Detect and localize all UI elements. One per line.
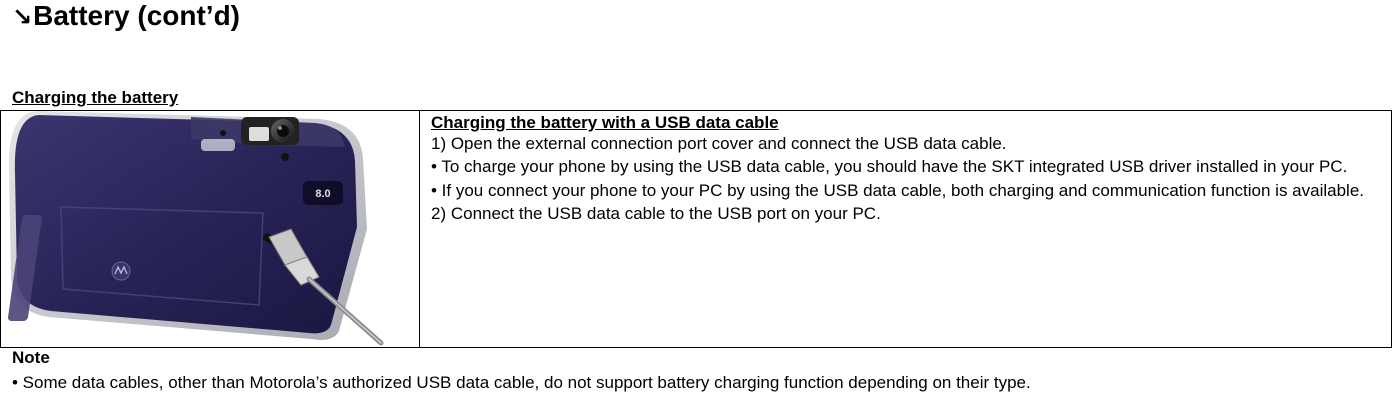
note-text: • Some data cables, other than Motorola’s authorized USB data cable, do not support battery charging function depending on their type. bbox=[12, 373, 1031, 392]
step-1: 1) Open the external connection port cover and connect the USB data cable. bbox=[431, 134, 1007, 153]
step-2: 2) Connect the USB data cable to the USB port on your PC. bbox=[431, 204, 881, 223]
page-title bbox=[12, 0, 240, 34]
camera-logo-text: 8.0 bbox=[315, 188, 331, 200]
note-heading: Note bbox=[12, 348, 50, 367]
table-row bbox=[1, 111, 1392, 348]
section-heading: Charging the battery bbox=[12, 88, 179, 107]
charging-table bbox=[0, 110, 1392, 348]
bullet-communication: • If you connect your phone to your PC by using the USB data cable, both charging and communication function is available. bbox=[431, 181, 1365, 200]
cell-heading: Charging the battery with a USB data cable bbox=[431, 113, 779, 132]
phone-usb-illustration bbox=[1, 111, 417, 347]
phone-body bbox=[15, 115, 357, 333]
image-cell bbox=[1, 111, 420, 348]
bullet-driver: • To charge your phone by using the USB data cable, you should have the SKT integrated USB driver installed in your PC. bbox=[431, 157, 1348, 176]
page-title-text: Battery (cont’d) bbox=[33, 0, 241, 31]
arrow-down-right-icon: ↘ bbox=[12, 4, 33, 31]
instructions-cell bbox=[420, 111, 1392, 348]
motorola-logo-icon bbox=[112, 262, 130, 280]
